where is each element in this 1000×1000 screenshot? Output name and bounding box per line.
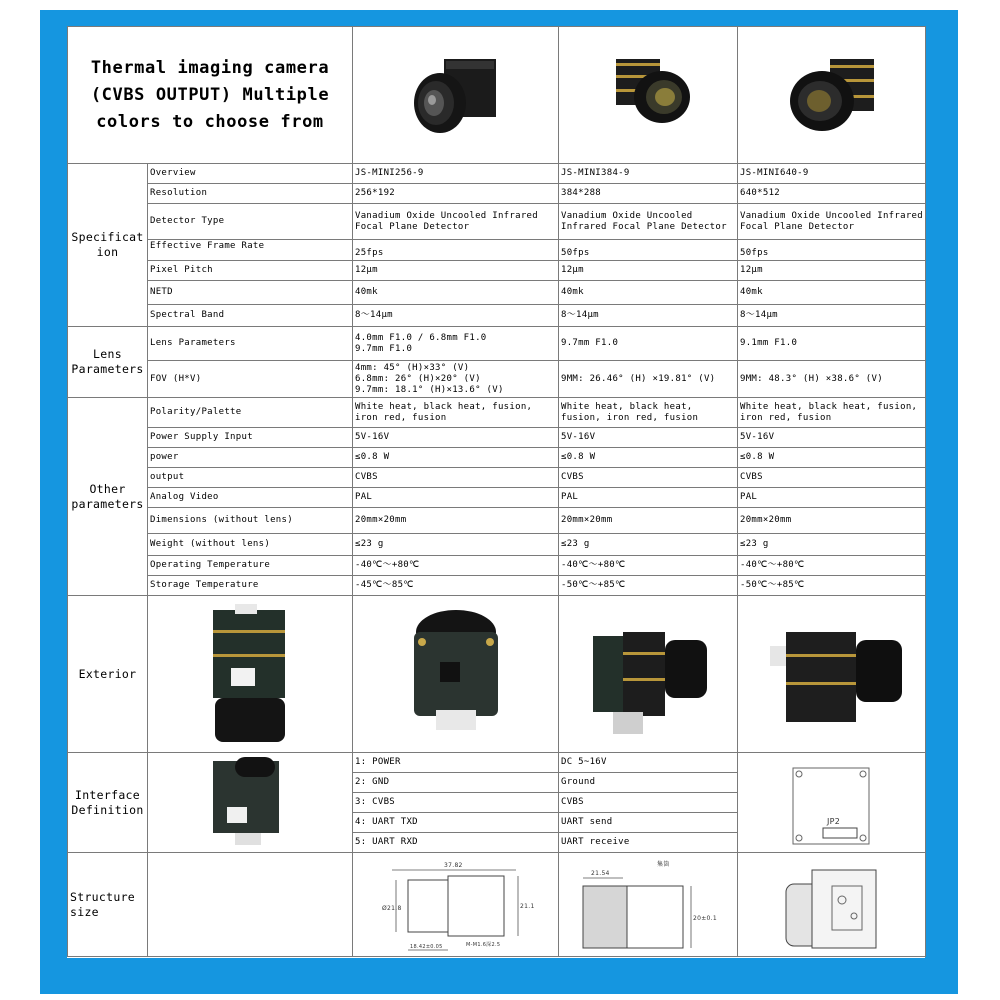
camera-photo-icon xyxy=(588,45,708,145)
row-sttemp xyxy=(68,576,926,596)
cell-value: White heat, black heat, fusion, iron red, fusion xyxy=(353,398,559,428)
row-detector xyxy=(68,204,926,240)
spec-table xyxy=(67,26,926,957)
cell-value: 12μm xyxy=(738,261,926,281)
cell-value: CVBS xyxy=(559,468,738,488)
row-output xyxy=(68,468,926,488)
group-label-exterior: Exterior xyxy=(68,596,148,753)
cell-value: 20mm×20mm xyxy=(559,508,738,534)
camera-side-photo-icon xyxy=(573,602,723,747)
row-label: power xyxy=(148,448,353,468)
structure-empty-cell xyxy=(148,853,353,957)
row-power xyxy=(68,448,926,468)
cell-value: ≤0.8 W xyxy=(559,448,738,468)
cell-value: -50℃～+85℃ xyxy=(559,576,738,596)
cell-value: -40℃～+80℃ xyxy=(353,556,559,576)
cell-value: ≤0.8 W xyxy=(738,448,926,468)
cell-value: -45℃～85℃ xyxy=(353,576,559,596)
row-band xyxy=(68,305,926,327)
connector-diagram-icon xyxy=(777,758,887,848)
camera-pcb-photo-icon xyxy=(396,602,516,747)
row-label: Analog Video xyxy=(148,488,353,508)
cell-value: ≤23 g xyxy=(559,534,738,556)
cell-value: 9MM: 26.46° (H) ×19.81° (V) xyxy=(559,361,738,398)
dim-lens-label: Ø21.8 xyxy=(381,904,402,912)
cell-value: 5V-16V xyxy=(353,428,559,448)
cell-value: Vanadium Oxide Uncooled Infrared Focal Plane Detector xyxy=(559,204,738,240)
cell-value: 12μm xyxy=(353,261,559,281)
row-label: Pixel Pitch xyxy=(148,261,353,281)
cell-value: White heat, black heat, fusion, iron red, fusion xyxy=(738,398,926,428)
row-exterior xyxy=(68,596,926,753)
cell-value: PAL xyxy=(559,488,738,508)
interface-desc: CVBS xyxy=(559,793,738,813)
row-label: Effective Frame Rate xyxy=(148,240,353,261)
dim-bottom-label: 18.42±0.05 xyxy=(409,943,443,950)
cell-value: 40mk xyxy=(559,281,738,305)
thread-note: M-M1.6深2.5 xyxy=(465,941,500,948)
cell-value: CVBS xyxy=(353,468,559,488)
cell-value: 20mm×20mm xyxy=(353,508,559,534)
cell-value: 20mm×20mm xyxy=(738,508,926,534)
cell-value: White heat, black heat, fusion, iron red, fusion xyxy=(559,398,738,428)
camera-3d-drawing-icon xyxy=(772,856,892,954)
row-label: FOV (H*V) xyxy=(148,361,353,398)
group-label-interface: Interface Definition xyxy=(68,753,148,853)
structure-drawing-1 xyxy=(353,853,559,957)
camera-photo-icon xyxy=(396,45,516,145)
cell-value: 5V-16V xyxy=(559,428,738,448)
cell-value: JS-MINI384-9 xyxy=(559,164,738,184)
row-label: Overview xyxy=(148,164,353,184)
cell-value: 9.1mm F1.0 xyxy=(738,327,926,361)
row-label: Polarity/Palette xyxy=(148,398,353,428)
interface-desc: UART send xyxy=(559,813,738,833)
interface-pin: 3: CVBS xyxy=(353,793,559,813)
page-title: Thermal imaging camera (CVBS OUTPUT) Multiple colors to choose from xyxy=(68,27,353,164)
dim-width-label: 37.82 xyxy=(443,861,463,869)
row-label: Spectral Band xyxy=(148,305,353,327)
exterior-image-1 xyxy=(148,596,353,753)
cell-value: PAL xyxy=(353,488,559,508)
group-label-other: Other parameters xyxy=(68,398,148,596)
cell-value: 5V-16V xyxy=(738,428,926,448)
cell-value: -50℃～+85℃ xyxy=(738,576,926,596)
cell-value: 40mk xyxy=(353,281,559,305)
row-framerate xyxy=(68,240,926,261)
row-label: Weight (without lens) xyxy=(148,534,353,556)
structure-drawing-2 xyxy=(559,853,738,957)
dim-height-label: 21.1 xyxy=(519,902,535,910)
row-palette xyxy=(68,398,926,428)
cell-value: ≤23 g xyxy=(738,534,926,556)
dimension-drawing-icon xyxy=(366,856,546,954)
row-label: Resolution xyxy=(148,184,353,204)
row-label: Storage Temperature xyxy=(148,576,353,596)
cell-value: ≤23 g xyxy=(353,534,559,556)
interface-desc: DC 5~16V xyxy=(559,753,738,773)
cell-value: JS-MINI256-9 xyxy=(353,164,559,184)
row-label: Operating Temperature xyxy=(148,556,353,576)
interface-pin: 4: UART TXD xyxy=(353,813,559,833)
connector-label: JP2 xyxy=(826,816,840,826)
spec-sheet xyxy=(67,26,925,958)
camera-back-photo-icon xyxy=(195,602,305,747)
group-label-lens: Lens Parameters xyxy=(68,327,148,398)
group-label-structure: Structure size xyxy=(68,853,148,957)
exterior-image-3 xyxy=(559,596,738,753)
cell-value: PAL xyxy=(738,488,926,508)
top-note: 集箇 xyxy=(657,860,670,868)
camera-image-384 xyxy=(559,27,738,164)
row-label: Dimensions (without lens) xyxy=(148,508,353,534)
interface-desc: Ground xyxy=(559,773,738,793)
cell-value: JS-MINI640-9 xyxy=(738,164,926,184)
row-pitch xyxy=(68,261,926,281)
cell-value: 256*192 xyxy=(353,184,559,204)
structure-drawing-3 xyxy=(738,853,926,957)
cell-value: 8～14μm xyxy=(738,305,926,327)
cell-value: 50fps xyxy=(738,240,926,261)
connector-drawing xyxy=(738,753,926,853)
row-optemp xyxy=(68,556,926,576)
header-row xyxy=(68,27,926,164)
row-overview xyxy=(68,164,926,184)
cell-value: -40℃～+80℃ xyxy=(559,556,738,576)
camera-photo-icon xyxy=(772,45,892,145)
row-label: output xyxy=(148,468,353,488)
row-label: Detector Type xyxy=(148,204,353,240)
cell-value: Vanadium Oxide Uncooled Infrared Focal Plane Detector xyxy=(353,204,559,240)
camera-back-photo-icon xyxy=(205,757,295,849)
dim-top-label: 21.54 xyxy=(591,869,610,877)
row-analog xyxy=(68,488,926,508)
cell-value: 9MM: 48.3° (H) ×38.6° (V) xyxy=(738,361,926,398)
cell-value: 25fps xyxy=(353,240,559,261)
row-weight xyxy=(68,534,926,556)
cell-value: 4.0mm F1.0 / 6.8mm F1.0 9.7mm F1.0 xyxy=(353,327,559,361)
row-interface-1 xyxy=(68,753,926,773)
camera-side-photo-icon xyxy=(752,602,912,747)
cell-value: -40℃～+80℃ xyxy=(738,556,926,576)
cell-value: 4mm: 45° (H)×33° (V) 6.8mm: 26° (H)×20° (V) 9.7mm: 18.1° (H)×13.6° (V) xyxy=(353,361,559,398)
cell-value: 50fps xyxy=(559,240,738,261)
row-lensparams xyxy=(68,327,926,361)
camera-image-640 xyxy=(738,27,926,164)
camera-image-256 xyxy=(353,27,559,164)
row-structure xyxy=(68,853,926,957)
cell-value: Vanadium Oxide Uncooled Infrared Focal Plane Detector xyxy=(738,204,926,240)
dimension-drawing-icon xyxy=(563,856,733,954)
cell-value: 40mk xyxy=(738,281,926,305)
exterior-image-2 xyxy=(353,596,559,753)
cell-value: CVBS xyxy=(738,468,926,488)
interface-pin: 1: POWER xyxy=(353,753,559,773)
cell-value: 8～14μm xyxy=(559,305,738,327)
cell-value: ≤0.8 W xyxy=(353,448,559,468)
interface-image xyxy=(148,753,353,853)
interface-pin: 5: UART RXD xyxy=(353,833,559,853)
row-netd xyxy=(68,281,926,305)
cell-value: 640*512 xyxy=(738,184,926,204)
row-fov xyxy=(68,361,926,398)
cell-value: 8～14μm xyxy=(353,305,559,327)
cell-value: 9.7mm F1.0 xyxy=(559,327,738,361)
group-label-specification: Specificat ion xyxy=(68,164,148,327)
cell-value: 384*288 xyxy=(559,184,738,204)
interface-pin: 2: GND xyxy=(353,773,559,793)
exterior-image-4 xyxy=(738,596,926,753)
cell-value: 12μm xyxy=(559,261,738,281)
row-label: NETD xyxy=(148,281,353,305)
row-supply xyxy=(68,428,926,448)
row-resolution xyxy=(68,184,926,204)
row-label: Lens Parameters xyxy=(148,327,353,361)
dim-right-label: 20±0.1 xyxy=(693,914,718,922)
interface-desc: UART receive xyxy=(559,833,738,853)
row-label: Power Supply Input xyxy=(148,428,353,448)
row-dimensions xyxy=(68,508,926,534)
